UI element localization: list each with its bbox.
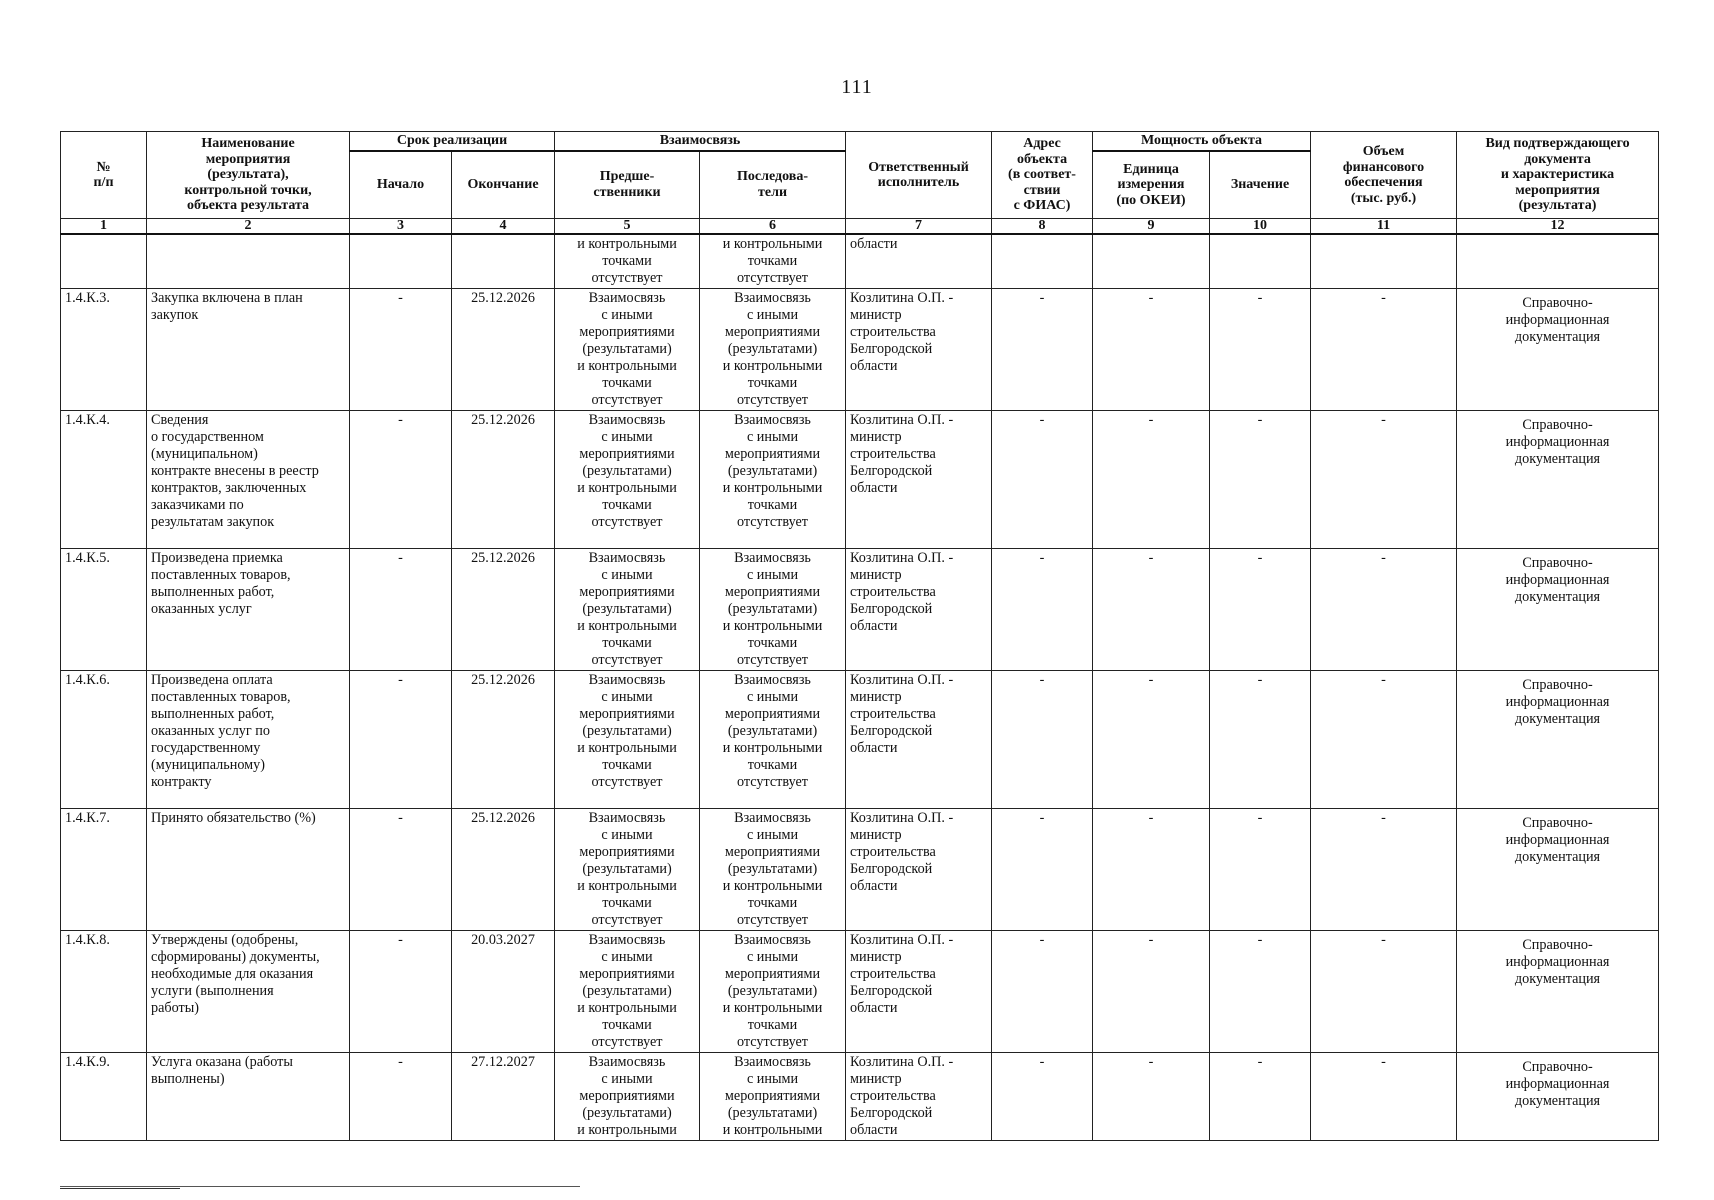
column-number: 10: [1210, 219, 1311, 235]
cell-name: Принято обязательство (%): [147, 809, 350, 931]
footer-rule-short: [60, 1188, 180, 1189]
table-row: [61, 931, 1659, 1053]
cell-doc-type: Справочно- информационная документация: [1457, 1053, 1659, 1141]
cell-value: [1210, 234, 1311, 289]
column-number: 3: [350, 219, 452, 235]
column-number: 7: [846, 219, 992, 235]
footer-rule: [60, 1186, 580, 1187]
cell-name: Утверждены (одобрены, сформированы) документы, необходимые для оказания услуги (выполнения работы): [147, 931, 350, 1053]
column-number: 1: [61, 219, 147, 235]
cell-unit: -: [1093, 809, 1210, 931]
cell-doc-type: [1457, 234, 1659, 289]
cell-value: -: [1210, 809, 1311, 931]
table-row: [61, 1053, 1659, 1141]
cell-num: 1.4.К.6.: [61, 671, 147, 809]
cell-doc-type: Справочно- информационная документация: [1457, 931, 1659, 1053]
cell-finance: [1311, 234, 1457, 289]
cell-address: -: [992, 289, 1093, 411]
table-body: [61, 234, 1659, 1141]
cell-value: -: [1210, 1053, 1311, 1141]
cell-predecessors: Взаимосвязь с иными мероприятиями (результатами) и контрольными точками отсутствует: [555, 931, 700, 1053]
cell-name: Сведения о государственном (муниципальном) контракте внесены в реестр контрактов, заключенных заказчиками по результатам закупок: [147, 411, 350, 549]
cell-predecessors: Взаимосвязь с иными мероприятиями (результатами) и контрольными точками отсутствует: [555, 809, 700, 931]
header-value: Значение: [1210, 151, 1311, 219]
cell-end: 25.12.2026: [452, 289, 555, 411]
cell-num: 1.4.К.8.: [61, 931, 147, 1053]
table-header: [61, 132, 1659, 235]
header-finance: Объем финансового обеспечения (тыс. руб.): [1311, 132, 1457, 219]
cell-num: 1.4.К.7.: [61, 809, 147, 931]
cell-value: -: [1210, 931, 1311, 1053]
cell-predecessors: Взаимосвязь с иными мероприятиями (результатами) и контрольными: [555, 1053, 700, 1141]
cell-start: -: [350, 549, 452, 671]
column-number: 6: [700, 219, 846, 235]
continuation-row: [61, 234, 1659, 289]
cell-doc-type: Справочно- информационная документация: [1457, 809, 1659, 931]
cell-address: -: [992, 549, 1093, 671]
cell-predecessors: Взаимосвязь с иными мероприятиями (результатами) и контрольными точками отсутствует: [555, 411, 700, 549]
cell-predecessors: Взаимосвязь с иными мероприятиями (результатами) и контрольными точками отсутствует: [555, 549, 700, 671]
cell-num: 1.4.К.3.: [61, 289, 147, 411]
cell-responsible: Козлитина О.П. - министр строительства Белгородской области: [846, 671, 992, 809]
cell-responsible: Козлитина О.П. - министр строительства Белгородской области: [846, 809, 992, 931]
cell-successors: Взаимосвязь с иными мероприятиями (результатами) и контрольными точками отсутствует: [700, 809, 846, 931]
cell-end: 25.12.2026: [452, 411, 555, 549]
cell-address: -: [992, 809, 1093, 931]
header-predecessors: Предше- ственники: [555, 151, 700, 219]
cell-unit: -: [1093, 289, 1210, 411]
cell-address: -: [992, 411, 1093, 549]
column-number: 4: [452, 219, 555, 235]
cell-unit: -: [1093, 411, 1210, 549]
cell-responsible: Козлитина О.П. - министр строительства Белгородской области: [846, 549, 992, 671]
cell-successors: Взаимосвязь с иными мероприятиями (результатами) и контрольными точками отсутствует: [700, 411, 846, 549]
cell-name: Услуга оказана (работы выполнены): [147, 1053, 350, 1141]
cell-address: -: [992, 1053, 1093, 1141]
cell-responsible: Козлитина О.П. - министр строительства Белгородской области: [846, 1053, 992, 1141]
cell-unit: -: [1093, 549, 1210, 671]
cell-num: [61, 234, 147, 289]
column-numbers-row: [61, 219, 1659, 235]
cell-unit: -: [1093, 671, 1210, 809]
cell-end: 25.12.2026: [452, 809, 555, 931]
cell-start: -: [350, 289, 452, 411]
table-row: [61, 289, 1659, 411]
page-number: 111: [841, 76, 873, 98]
cell-responsible: Козлитина О.П. - министр строительства Белгородской области: [846, 411, 992, 549]
header-address: Адрес объекта (в соответ- ствии с ФИАС): [992, 132, 1093, 219]
cell-successors: Взаимосвязь с иными мероприятиями (результатами) и контрольными точками отсутствует: [700, 549, 846, 671]
cell-finance: -: [1311, 809, 1457, 931]
cell-successors: Взаимосвязь с иными мероприятиями (результатами) и контрольными точками отсутствует: [700, 289, 846, 411]
header-capacity: Мощность объекта: [1093, 132, 1311, 151]
cell-responsible: Козлитина О.П. - министр строительства Белгородской области: [846, 931, 992, 1053]
header-doc-type: Вид подтверждающего документа и характеристика мероприятия (результата): [1457, 132, 1659, 219]
cell-value: -: [1210, 549, 1311, 671]
column-number: 5: [555, 219, 700, 235]
cell-responsible: области: [846, 234, 992, 289]
cell-doc-type: Справочно- информационная документация: [1457, 289, 1659, 411]
cell-finance: -: [1311, 671, 1457, 809]
cell-end: 25.12.2026: [452, 671, 555, 809]
cell-num: 1.4.К.9.: [61, 1053, 147, 1141]
cell-end: 27.12.2027: [452, 1053, 555, 1141]
cell-value: -: [1210, 411, 1311, 549]
table-row: [61, 671, 1659, 809]
cell-name: Произведена приемка поставленных товаров, выполненных работ, оказанных услуг: [147, 549, 350, 671]
cell-doc-type: Справочно- информационная документация: [1457, 549, 1659, 671]
cell-unit: -: [1093, 931, 1210, 1053]
cell-successors: Взаимосвязь с иными мероприятиями (результатами) и контрольными: [700, 1053, 846, 1141]
header-unit: Единица измерения (по ОКЕИ): [1093, 151, 1210, 219]
control-points-table: [60, 131, 1659, 1141]
column-number: 2: [147, 219, 350, 235]
cell-start: -: [350, 671, 452, 809]
cell-successors: Взаимосвязь с иными мероприятиями (результатами) и контрольными точками отсутствует: [700, 671, 846, 809]
header-name: Наименование мероприятия (результата), контрольной точки, объекта результата: [147, 132, 350, 219]
cell-finance: -: [1311, 1053, 1457, 1141]
header-num: № п/п: [61, 132, 147, 219]
column-number: 11: [1311, 219, 1457, 235]
cell-address: -: [992, 931, 1093, 1053]
table-row: [61, 411, 1659, 549]
cell-start: [350, 234, 452, 289]
cell-num: 1.4.К.5.: [61, 549, 147, 671]
cell-end: [452, 234, 555, 289]
cell-successors: и контрольными точками отсутствует: [700, 234, 846, 289]
cell-address: -: [992, 671, 1093, 809]
cell-start: -: [350, 1053, 452, 1141]
cell-num: 1.4.К.4.: [61, 411, 147, 549]
cell-finance: -: [1311, 411, 1457, 549]
table-row: [61, 549, 1659, 671]
header-relation: Взаимосвязь: [555, 132, 846, 151]
header-start: Начало: [350, 151, 452, 219]
cell-predecessors: и контрольными точками отсутствует: [555, 234, 700, 289]
cell-value: -: [1210, 671, 1311, 809]
cell-finance: -: [1311, 289, 1457, 411]
header-successors: Последова- тели: [700, 151, 846, 219]
cell-doc-type: Справочно- информационная документация: [1457, 411, 1659, 549]
cell-finance: -: [1311, 931, 1457, 1053]
header-period: Срок реализации: [350, 132, 555, 151]
cell-doc-type: Справочно- информационная документация: [1457, 671, 1659, 809]
cell-end: 20.03.2027: [452, 931, 555, 1053]
cell-end: 25.12.2026: [452, 549, 555, 671]
column-number: 8: [992, 219, 1093, 235]
cell-start: -: [350, 809, 452, 931]
cell-predecessors: Взаимосвязь с иными мероприятиями (результатами) и контрольными точками отсутствует: [555, 671, 700, 809]
cell-unit: -: [1093, 1053, 1210, 1141]
column-number: 12: [1457, 219, 1659, 235]
cell-start: -: [350, 931, 452, 1053]
cell-name: Закупка включена в план закупок: [147, 289, 350, 411]
cell-start: -: [350, 411, 452, 549]
column-number: 9: [1093, 219, 1210, 235]
table-row: [61, 809, 1659, 931]
cell-finance: -: [1311, 549, 1457, 671]
cell-successors: Взаимосвязь с иными мероприятиями (результатами) и контрольными точками отсутствует: [700, 931, 846, 1053]
cell-name: [147, 234, 350, 289]
cell-unit: [1093, 234, 1210, 289]
cell-predecessors: Взаимосвязь с иными мероприятиями (результатами) и контрольными точками отсутствует: [555, 289, 700, 411]
cell-name: Произведена оплата поставленных товаров, выполненных работ, оказанных услуг по государственному (муниципальному) контракту: [147, 671, 350, 809]
header-responsible: Ответственный исполнитель: [846, 132, 992, 219]
cell-responsible: Козлитина О.П. - министр строительства Белгородской области: [846, 289, 992, 411]
cell-value: -: [1210, 289, 1311, 411]
cell-address: [992, 234, 1093, 289]
header-end: Окончание: [452, 151, 555, 219]
